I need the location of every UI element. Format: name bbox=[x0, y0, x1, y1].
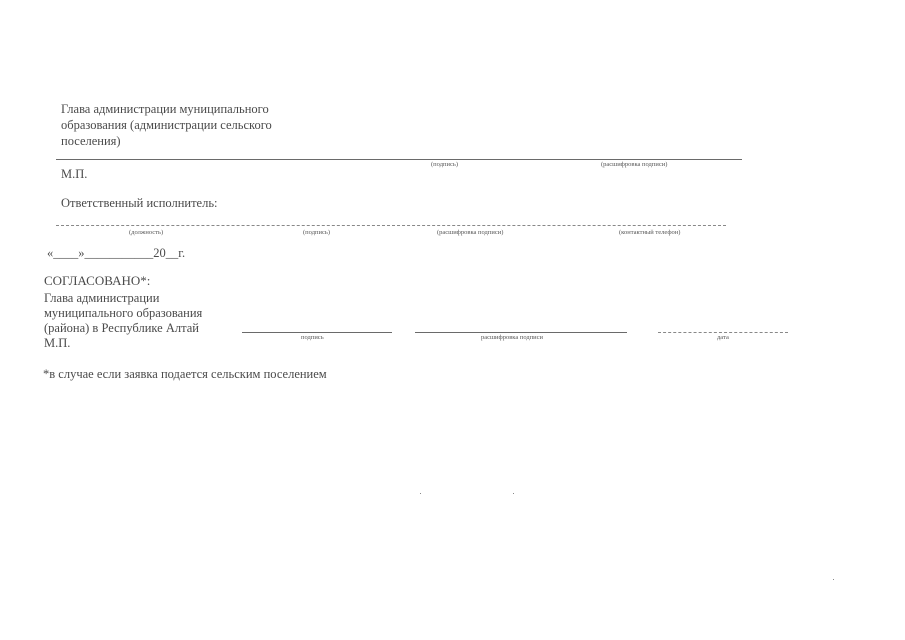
date-line: «____»___________20__г. bbox=[47, 246, 186, 260]
approval-line-1: Глава администрации bbox=[44, 291, 160, 305]
footnote: *в случае если заявка подается сельским поселением bbox=[43, 367, 327, 381]
responsible-rasshifrovka-caption: (расшифровка подписи) bbox=[437, 229, 504, 236]
responsible-title: Ответственный исполнитель: bbox=[61, 196, 218, 210]
head-signature-line bbox=[56, 159, 742, 160]
approval-rasshifrovka-caption: расшифровка подписи bbox=[481, 334, 544, 341]
approval-data-caption: дата bbox=[717, 334, 729, 341]
approval-heading: СОГЛАСОВАНО*: bbox=[44, 273, 151, 288]
scan-speck bbox=[420, 493, 421, 494]
scan-speck bbox=[513, 493, 514, 494]
head-rasshifrovka-caption: (расшифровка подписи) bbox=[601, 161, 668, 168]
responsible-dolzhnost-caption: (должность) bbox=[129, 229, 164, 236]
approval-podpis-caption: подпись bbox=[301, 334, 324, 341]
responsible-signature-line bbox=[56, 225, 726, 226]
scan-speck bbox=[833, 579, 834, 580]
approval-podpis-line bbox=[242, 332, 392, 333]
approval-line-3: (района) в Республике Алтай bbox=[44, 321, 199, 335]
approval-rasshifrovka-line bbox=[415, 332, 627, 333]
head-mp-label: М.П. bbox=[61, 167, 88, 181]
responsible-telefon-caption: (контактный телефон) bbox=[619, 229, 681, 236]
approval-line-2: муниципального образования bbox=[44, 306, 203, 320]
responsible-podpis-caption: (подпись) bbox=[303, 229, 330, 236]
approval-mp-label: М.П. bbox=[44, 336, 71, 350]
head-podpis-caption: (подпись) bbox=[431, 161, 458, 168]
approval-data-line bbox=[658, 332, 788, 333]
head-title-line-1: Глава администрации муниципального bbox=[61, 102, 269, 116]
head-title-line-2: образования (администрации сельского bbox=[61, 118, 272, 132]
head-title-line-3: поселения) bbox=[61, 134, 121, 148]
